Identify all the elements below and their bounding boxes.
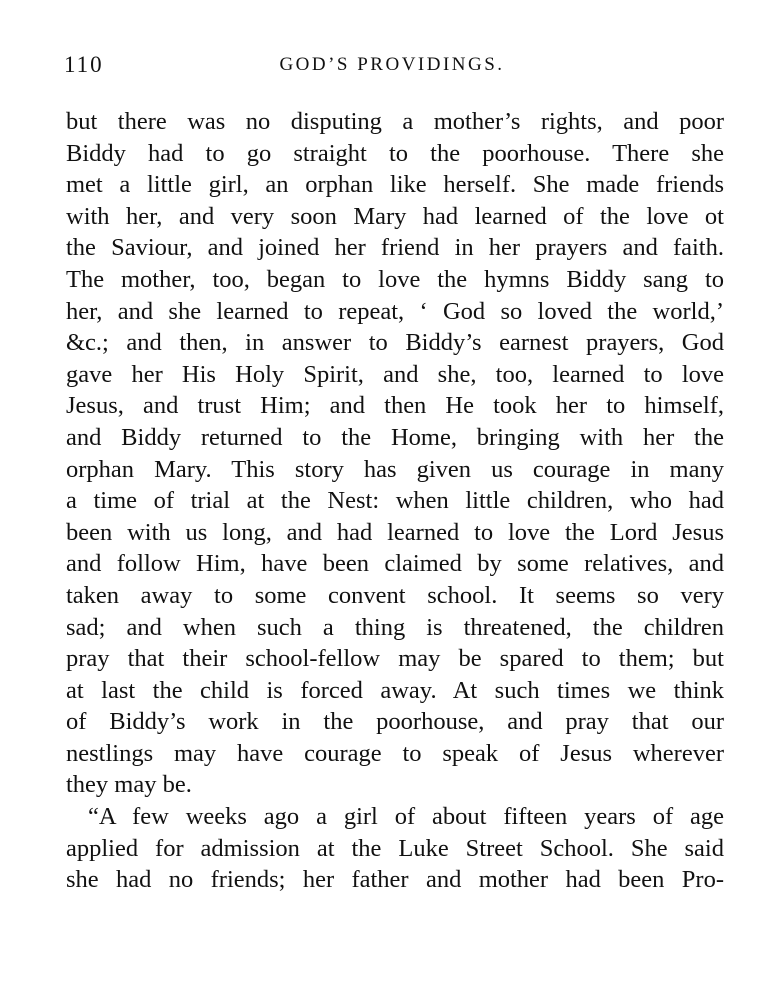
text-line: nestlings may have courage to speak of Jesus wherever bbox=[66, 739, 724, 767]
text-line: orphan Mary. This story has given us courage in many bbox=[66, 455, 724, 483]
text-line: she had no friends; her father and mother had been Pro- bbox=[66, 866, 724, 894]
running-title: GOD’S PROVIDINGS. bbox=[279, 54, 505, 75]
text-line: Jesus, and trust Him; and then He took her to himself, bbox=[66, 392, 724, 420]
text-line: sad; and when such a thing is threatened, the children bbox=[66, 613, 724, 641]
text-line: but there was no disputing a mother’s rights, and poor bbox=[66, 108, 724, 135]
text-line: Biddy had to go straight to the poorhouse. There she bbox=[66, 139, 724, 167]
body-text bbox=[66, 106, 724, 896]
text-line: The mother, too, began to love the hymns Biddy sang to bbox=[66, 265, 724, 293]
text-line: “A few weeks ago a girl of about fifteen years of age bbox=[88, 803, 724, 831]
text-line: the Saviour, and joined her friend in her prayers and faith. bbox=[66, 234, 724, 262]
text-line: at last the child is forced away. At such times we think bbox=[66, 676, 724, 704]
text-line: met a little girl, an orphan like herself. She made friends bbox=[66, 171, 724, 199]
text-line: pray that their school-fellow may be spared to them; but bbox=[66, 645, 724, 673]
text-line: and follow Him, have been claimed by some relatives, and bbox=[66, 550, 724, 578]
text-line: of Biddy’s work in the poorhouse, and pray that our bbox=[66, 708, 724, 736]
text-line: a time of trial at the Nest: when little children, who had bbox=[66, 487, 724, 515]
text-line: they may be. bbox=[66, 771, 192, 799]
text-line: gave her His Holy Spirit, and she, too, learned to love bbox=[66, 360, 724, 388]
text-line: and Biddy returned to the Home, bringing with her the bbox=[66, 423, 724, 451]
text-line: been with us long, and had learned to love the Lord Jesus bbox=[66, 518, 724, 546]
text-line: applied for admission at the Luke Street School. She said bbox=[66, 834, 724, 862]
text-line: with her, and very soon Mary had learned of the love ot bbox=[66, 202, 724, 230]
text-line: taken away to some convent school. It seems so very bbox=[66, 581, 724, 609]
text-line: her, and she learned to repeat, ‘ God so loved the world,’ bbox=[66, 297, 724, 325]
text-line: &c.; and then, in answer to Biddy’s earnest prayers, God bbox=[66, 329, 724, 357]
page-number: 110 bbox=[64, 52, 104, 77]
